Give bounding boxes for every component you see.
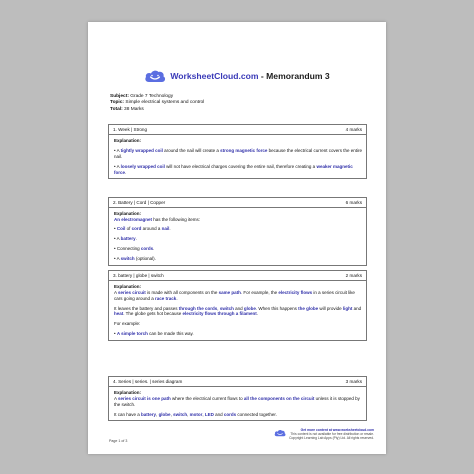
question-marks: 6 marks [345,200,362,205]
question-header [109,125,366,135]
cloud-smile-icon [144,69,166,83]
page-title [170,71,329,81]
question-body [109,387,366,420]
bullet-text: • Connecting cords. [114,246,155,252]
explanation-label: Explanation: [114,138,142,143]
explanation-text: It leaves the battery and passes through the cords, switch and globe. When this happens the globe will provide light and heat. The globe gets hot because electricity flows through a filament. [114,305,362,317]
question-header [109,271,366,281]
document-meta [110,94,204,113]
question-3 [108,270,367,341]
question-header [109,198,366,208]
question-2 [108,197,367,266]
explanation-intro: Explanation: An electromagnet has the following items: [114,211,201,222]
question-body [109,135,366,178]
question-body [109,281,366,340]
question-title: 4. Series | series. | series diagram [113,379,183,384]
page-footer [274,428,374,440]
question-title: 2. Battery | Cord | Copper [113,200,166,205]
title-suffix: - Memorandum 3 [258,71,330,81]
bullet-text: • A loosely wrapped coil will not have electrical charges covering the entire nail, therefore creating a weaker magnetic force. [114,163,353,175]
bullet-text: • Coil of cord around a nail. [114,226,171,232]
question-body [109,208,366,265]
example-label: For example: [114,321,141,327]
bullet-text: • A simple torch can be made this way. [114,331,194,337]
page-number: Page 1 of 3 [109,439,128,443]
footer-website[interactable]: Get more content at www.worksheetcloud.com [300,428,374,432]
explanation-text: It can have a battery, globe, switch, motor, LED and cords connected together. [114,411,277,417]
footer-notice: This content is not available for free distribution or resale. [290,432,374,437]
cloud-smile-icon [274,429,286,437]
question-marks: 3 marks [345,379,362,384]
question-1 [108,124,367,179]
explanation-text: Explanation: A series circuit is made with all components on the same path. For example, the electricity flows in a series circuit like cars going around a race track. [114,284,355,301]
question-title: 1. Week | Strong [113,127,148,132]
question-4 [108,376,367,421]
document-page [88,22,386,454]
topic-line: Topic: Simple electrical systems and control [110,100,205,106]
question-marks: 4 marks [345,127,362,132]
question-header [109,377,366,387]
footer-text [289,428,374,440]
question-title: 3. battery | globe | switch [113,273,164,278]
total-line: Total: 38 Marks [110,106,144,112]
footer-copyright: Copyright Learning Lab Apps (Pty) Ltd. All rights reserved. [289,436,374,441]
bullet-text: • A tightly wrapped coil around the nail will create a strong magnetic force because the electrical current covers the entire nail. [114,147,362,159]
brand-name: WorksheetCloud.com [170,71,259,81]
subject-line: Subject: Grade 7 Technology [110,94,174,99]
bullet-text: • A switch (optional). [114,256,156,262]
question-marks: 2 marks [345,273,362,278]
explanation-text: Explanation: A series circuit is one path where the electrical current flows to all the components on the circuit unless it is stopped by the switch. [114,390,360,407]
bullet-text: • A battery. [114,236,137,242]
page-header [88,69,386,83]
